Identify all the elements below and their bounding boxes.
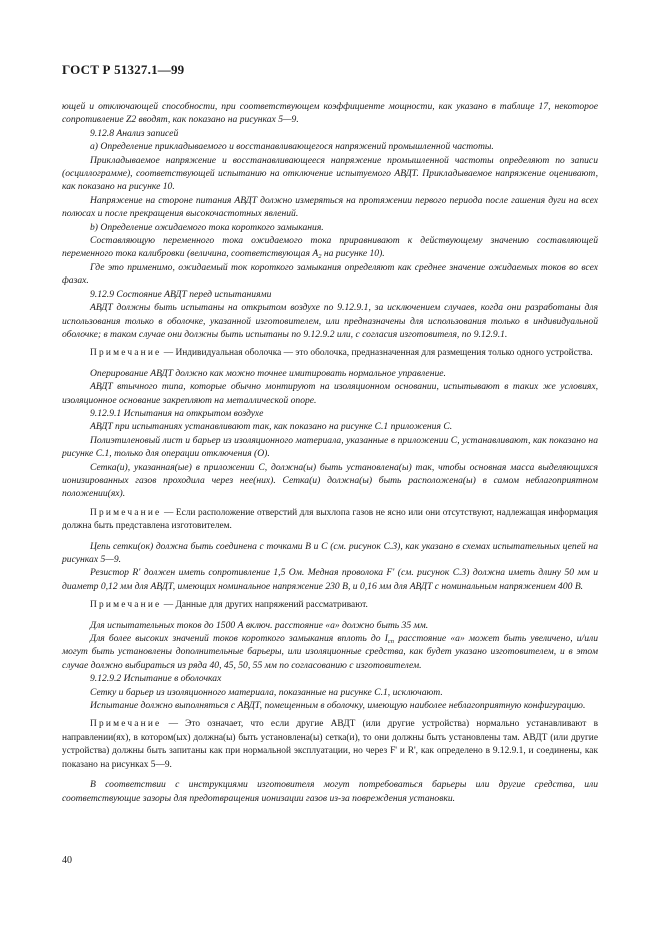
paragraph: b) Определение ожидаемого тока короткого замыкания. xyxy=(90,221,324,233)
paragraph: a) Определение прикладываемого и восстанавливающегося напряжений промышленной частоты. xyxy=(90,141,494,153)
note-text: — Это означает, что если другие АВДТ (или другие устройства) нормально устанавливают в направлении(ях), в котором(ых) должна(ы) быть установлена(ы) сетка(и), то они должны быть установлены там. АВДТ (или другие устройства) должны быть запитаны как при нормальной эксплуатации, но через F' и R', как определено в 9.12.9.1, и соединены, как показано на рисунках 5—9. xyxy=(62,719,598,770)
paragraph: В соответствии с инструкциями изготовителя могут потребоваться барьеры или другие средства, или соответствующие зазоры для предотвращения ионизации газов из-за повреждения установки. xyxy=(62,779,598,804)
paragraph: Цепь сетки(ок) должна быть соединена с точками В и С (см. рисунок С.3), как указано в схемах испытательных цепей на рисунках 5—9. xyxy=(62,540,598,565)
paragraph: Полиэтиленовый лист и барьер из изоляционного материала, указанные в приложении С, устанавливают, как показано на рисунке С.1, только для операции отключения (О). xyxy=(62,434,598,460)
section-heading: 9.12.9.2 Испытание в оболочках xyxy=(90,673,222,685)
paragraph xyxy=(62,234,598,261)
note xyxy=(62,507,598,534)
note-label: Примечание xyxy=(90,600,162,611)
section-heading: 9.12.9 Состояние АВДТ перед испытаниями xyxy=(90,288,272,300)
paragraph: АВДТ при испытаниях устанавливают так, как показано на рисунке С.1 приложения С. xyxy=(90,421,453,433)
paragraph: Сетка(и), указанная(ые) в приложении С, должна(ы) быть установлена(ы) так, чтобы основная масса выделяющихся ионизированных газов проходила через нее(них). Сетка(и) должна(ы) быть расположена(ы) в самом неблагоприятном положении(ях). xyxy=(62,461,598,500)
note-label: Примечание xyxy=(90,507,162,518)
text-run: расстояние «а» может быть увеличено, и/или могут быть установлены дополнительные барьеры, или изоляционные средства, как будет указано изготовителем, и в этом случае должно выбираться из ряда 40, 45, 50, 55 мм по согласованию с изготовителем. xyxy=(62,633,598,671)
note-text: — Данные для других напряжений рассматривают. xyxy=(161,600,368,611)
paragraph: Где это применимо, ожидаемый ток короткого замыкания определяют как среднее значение ожидаемых токов во всех фазах. xyxy=(62,261,598,287)
subscript: 2 xyxy=(318,253,322,261)
section-heading: 9.12.8 Анализ записей xyxy=(90,127,179,139)
section-heading: 9.12.9.1 Испытания на открытом воздухе xyxy=(90,407,264,419)
text-run: Составляющую переменного тока ожидаемого тока приравнивают к действующему значению составляющей переменного тока калибровки (величина, соответствующая A xyxy=(62,235,598,260)
note xyxy=(62,718,598,772)
document-header: ГОСТ Р 51327.1—99 xyxy=(62,62,185,77)
page-number: 40 xyxy=(62,855,72,866)
text-run: на рисунке 10). xyxy=(321,248,385,260)
paragraph: АВДТ втычного типа, которые обычно монтируют на изоляционном основании, испытывают в таких же условиях, изоляционное основание закрепляют на металлической опоре. xyxy=(62,381,598,406)
note-label: Примечание xyxy=(90,719,162,730)
note-text: — Если расположение отверстий для выхлопа газов не ясно или они отсутствуют, надлежащая информация должна быть представлена изготовителем. xyxy=(62,507,598,532)
paragraph: АВДТ должны быть испытаны на открытом воздухе по 9.12.9.1, за исключением случаев, когда они разработаны для использования только в оболочке, указанной изготовителем, или предназначены для использования только в индивидуальной оболочке; в таком случае они должны быть испытаны по 9.12.9.2 или, с согласия изготовителя, по 9.12.9.1. xyxy=(62,302,598,340)
note xyxy=(62,599,598,612)
paragraph: ющей и отключающей способности, при соответствующем коэффициенте мощности, как указано в таблице 17, некоторое сопротивление Z2 вводят, как показано на рисунках 5—9. xyxy=(62,101,598,126)
paragraph xyxy=(62,632,598,672)
paragraph: Для испытательных токов до 1500 А включ. расстояние «а» должно быть 35 мм. xyxy=(90,619,429,631)
paragraph: Испытание должно выполняться с АВДТ, помещенным в оболочку, имеющую наиболее неблагоприятную конфигурацию. xyxy=(90,700,586,712)
note xyxy=(62,347,598,360)
note-label: Примечание xyxy=(90,348,162,359)
paragraph: Прикладываемое напряжение и восстанавливающееся напряжение промышленной частоты определяют по записи (осциллограмме), соответствующей испытанию на отключение испытуемого АВДТ. Прикладываемое напряжение оценивают, как показано на рисунке 10. xyxy=(62,154,598,193)
text-run: Для более высоких значений токов короткого замыкания вплоть до I xyxy=(90,633,388,645)
note-text: — Индивидуальная оболочка — это оболочка, предназначенная для размещения только одного устройства. xyxy=(161,348,593,359)
paragraph: Сетку и барьер из изоляционного материала, показанные на рисунке С.1, исключают. xyxy=(90,686,443,698)
document-page xyxy=(62,62,598,805)
paragraph: Напряжение на стороне питания АВДТ должно измеряться на протяжении первого периода после гашения дуги на всех полюсах и после прекращения высокочастотных явлений. xyxy=(62,194,598,220)
paragraph: Резистор R' должен иметь сопротивление 1,5 Ом. Медная проволока F' (см. рисунок С.3) должна иметь длину 50 мм и диаметр 0,12 мм для АВДТ, имеющих номинальное напряжение 230 В, и 0,16 мм для АВДТ с номинальным напряжением 400 В. xyxy=(62,567,598,592)
paragraph: Оперирование АВДТ должно как можно точнее имитировать нормальное управление. xyxy=(90,367,446,379)
subscript: cn xyxy=(387,638,395,646)
